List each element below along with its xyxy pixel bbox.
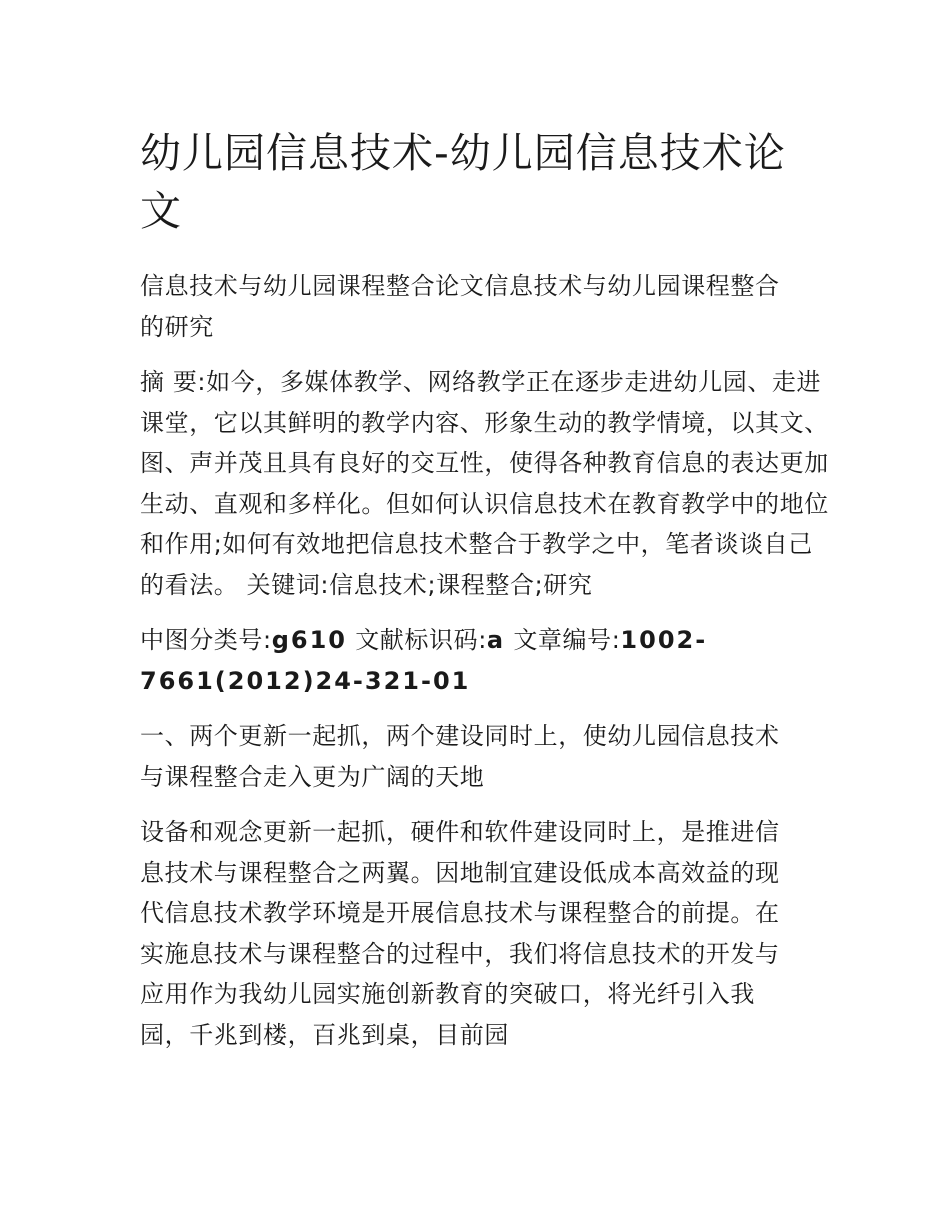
doc-code-label: 文献标识码: [346, 626, 487, 654]
abstract-paragraph: 摘 要:如今，多媒体教学、网络教学正在逐步走进幼儿园、走进课堂，它以其鲜明的教学内容、形象生动的教学情境，以其文、图、声并茂且具有良好的交互性，使得各种教育信息的表达更加生动、直观和多样化。但如何认识信息技术在教育教学中的地位和作用;如何有效地把信息技术整合于教学之中，笔者谈谈自己的看法。 关键词:信息技术;课程整合;研究 [140, 368, 829, 599]
clc-value: g610 [271, 626, 347, 654]
classification-line [140, 620, 800, 701]
section-heading: 一、两个更新一起抓，两个建设同时上，使幼儿园信息技术与课程整合走入更为广阔的天地 [140, 722, 780, 791]
document-page [140, 124, 830, 1070]
doc-code-value: a [486, 626, 506, 654]
clc-label: 中图分类号: [140, 626, 272, 654]
document-title: 幼儿园信息技术-幼儿园信息技术论文 [140, 129, 786, 235]
article-no-value: 1002-7661(2012)24-321-01 [140, 626, 708, 695]
article-no-label: 文章编号: [505, 626, 621, 654]
document-subtitle: 信息技术与幼儿园课程整合论文信息技术与幼儿园课程整合的研究 [140, 272, 780, 341]
body-paragraph: 设备和观念更新一起抓，硬件和软件建设同时上，是推进信息技术与课程整合之两翼。因地制宜建设低成本高效益的现代信息技术教学环境是开展信息技术与课程整合的前提。在实施息技术与课程整合的过程中，我们将信息技术的开发与应用作为我幼儿园实施创新教育的突破口，将光纤引入我园，千兆到楼，百兆到桌，目前园 [140, 818, 780, 1049]
